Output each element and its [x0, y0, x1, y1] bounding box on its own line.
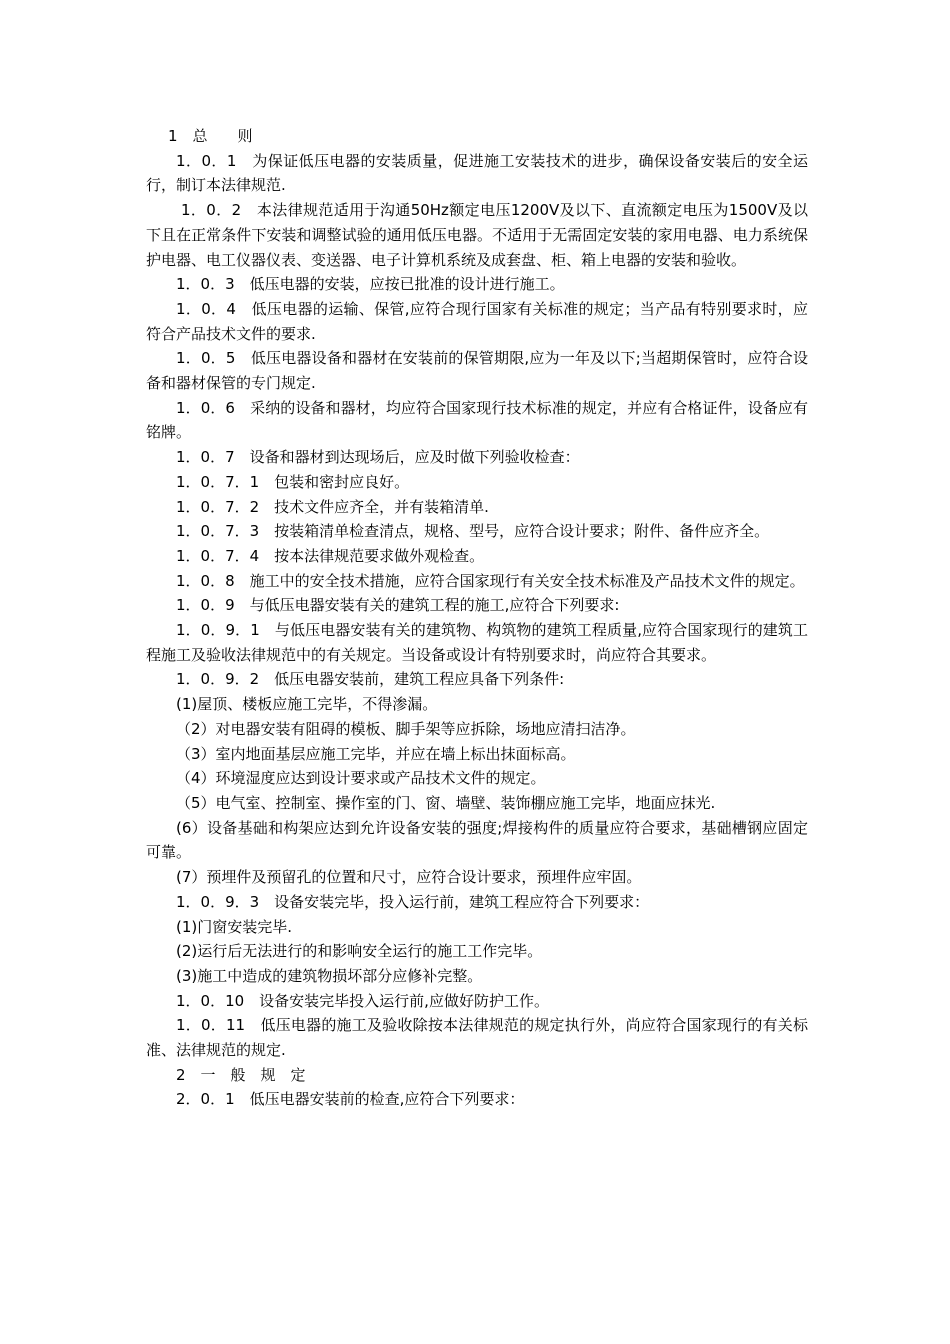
clause-1-0-3: 1．0．3 低压电器的安装，应按已批准的设计进行施工。	[176, 275, 565, 294]
section-heading-2: 2 一 般 规 定	[176, 1065, 306, 1084]
clause-1-0-9-2: 1．0．9．2 低压电器安装前，建筑工程应具备下列条件:	[176, 670, 565, 689]
clause-1-0-8: 1．0．8 施工中的安全技术措施，应符合国家现行有关安全技术标准及产品技术文件的规定。	[176, 571, 805, 590]
list-item: (7）预埋件及预留孔的位置和尺寸，应符合设计要求，预埋件应牢固。	[176, 868, 642, 887]
list-item: （3）室内地面基层应施工完毕，并应在墙上标出抹面标高。	[176, 744, 576, 763]
clause-1-0-7-3: 1．0．7．3 按装箱清单检查清点，规格、型号，应符合设计要求；附件、备件应齐全。	[176, 522, 770, 541]
clause-2-0-1: 2．0．1 低压电器安装前的检查,应符合下列要求：	[176, 1090, 525, 1109]
list-item: (1)屋顶、楼板应施工完毕，不得渗漏。	[176, 695, 438, 714]
list-item: (6）设备基础和构架应达到允许设备安装的强度;焊接构件的质量应符合要求，基础槽钢应固定可靠。	[146, 818, 808, 862]
list-item: （2）对电器安装有阻碍的模板、脚手架等应拆除，场地应清扫洁净。	[176, 719, 636, 738]
clause-1-0-7-2: 1．0．7．2 技术文件应齐全，并有装箱清单.	[176, 497, 489, 516]
clause-1-0-11: 1．0．11 低压电器的施工及验收除按本法律规范的规定执行外，尚应符合国家现行的有关标准、法律规范的规定.	[146, 1016, 808, 1060]
list-item: (3)施工中造成的建筑物损坏部分应修补完整。	[176, 966, 483, 985]
clause-1-0-9-1: 1．0．9．1 与低压电器安装有关的建筑物、构筑物的建筑工程质量,应符合国家现行的建筑工程施工及验收法律规范中的有关规定。当设备或设计有特别要求时，尚应符合其要求。	[146, 621, 808, 664]
clause-1-0-5: 1．0．5 低压电器设备和器材在安装前的保管期限,应为一年及以下;当超期保管时，应符合设备和器材保管的专门规定.	[146, 349, 808, 393]
list-item: (1)门窗安装完毕.	[176, 917, 293, 936]
list-item: (2)运行后无法进行的和影响安全运行的施工工作完毕。	[176, 942, 543, 961]
list-item: （4）环境湿度应达到设计要求或产品技术文件的规定。	[176, 769, 546, 788]
clause-1-0-6: 1．0．6 采纳的设备和器材，均应符合国家现行技术标准的规定，并应有合格证件，设备应有铭牌。	[146, 398, 808, 442]
clause-1-0-7: 1．0．7 设备和器材到达现场后，应及时做下列验收检查：	[176, 448, 580, 467]
clause-1-0-9: 1．0．9 与低压电器安装有关的建筑工程的施工,应符合下列要求:	[176, 596, 620, 615]
clause-1-0-1: 1．0．1 为保证低压电器的安装质量，促进施工安装技术的进步，确保设备安装后的安全运行，制订本法律规范.	[146, 151, 808, 195]
clause-1-0-7-1: 1．0．7．1 包装和密封应良好。	[176, 472, 410, 491]
section-heading-1: 1 总 则	[168, 127, 253, 145]
clause-1-0-10: 1．0．10 设备安装完毕投入运行前,应做好防护工作。	[176, 991, 549, 1010]
clause-1-0-7-4: 1．0．7．4 按本法律规范要求做外观检查。	[176, 546, 485, 565]
clause-1-0-9-3: 1．0．9．3 设备安装完毕，投入运行前，建筑工程应符合下列要求：	[176, 892, 650, 911]
clause-1-0-4: 1．0．4 低压电器的运输、保管,应符合现行国家有关标准的规定；当产品有特别要求时，应符合产品技术文件的要求.	[146, 299, 808, 343]
list-item: （5）电气室、控制室、操作室的门、窗、墙壁、装饰棚应施工完毕，地面应抹光.	[176, 793, 716, 812]
clause-1-0-2: 1．0．2 本法律规范适用于沟通50Hz额定电压1200V及以下、直流额定电压为1500V及以下且在正常条件下安装和调整试验的通用低压电器。不适用于无需固定安装的家用电器、电力系统保护电器、电工仪器仪表、变送器、电子计算机系统及成套盘、柜、箱上电器的安装和验收。	[146, 201, 808, 269]
document-body	[146, 124, 808, 1112]
